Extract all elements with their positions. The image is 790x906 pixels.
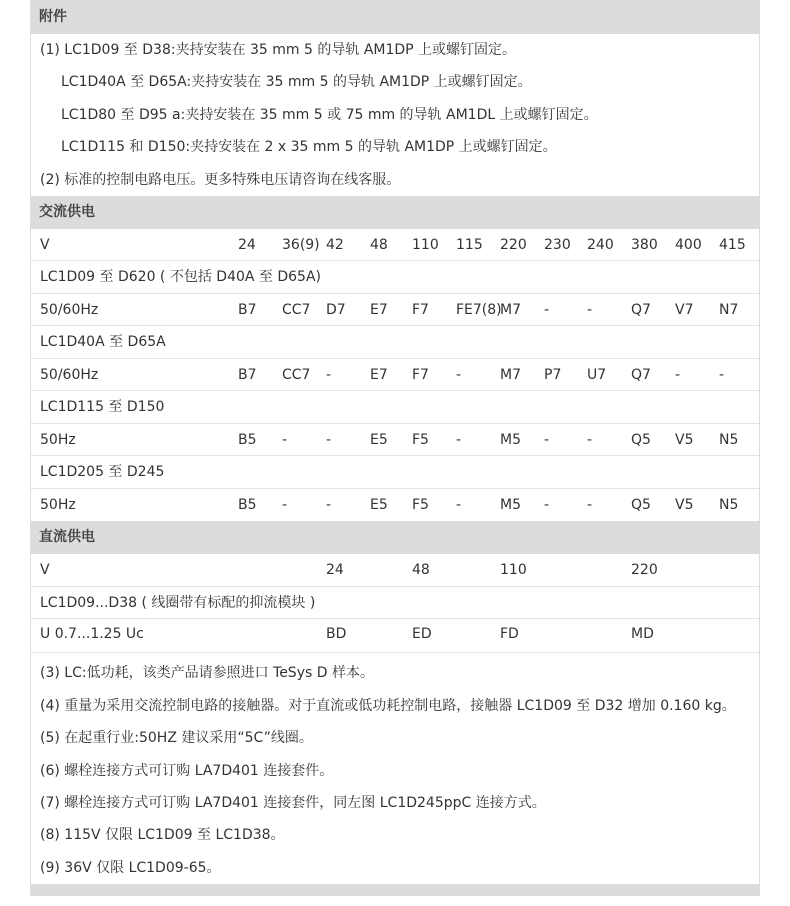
ac-code-row xyxy=(31,359,759,392)
ac-supply-table xyxy=(30,229,760,522)
table-cell: E7 xyxy=(370,301,388,318)
group-label: LC1D115 至 D150 xyxy=(40,399,165,416)
table-cell: CC7 xyxy=(282,301,311,318)
table-cell: FD xyxy=(500,626,519,643)
table-cell: - xyxy=(456,496,462,513)
table-cell: 400 xyxy=(675,236,702,253)
accessories-header: 附件 xyxy=(30,0,760,34)
table-cell: 230 xyxy=(544,236,571,253)
dc-supply-header: 直流供电 xyxy=(30,521,760,554)
table-cell: 380 xyxy=(631,236,658,253)
accessory-note: (2) 标准的控制电路电压。更多特殊电压请咨询在线客服。 xyxy=(40,171,401,188)
ac-group-label-row xyxy=(31,326,759,359)
table-cell: CC7 xyxy=(282,366,311,383)
ac-group-label-row xyxy=(31,391,759,424)
table-cell: - xyxy=(675,366,681,383)
table-cell: V5 xyxy=(675,496,694,513)
table-cell: 115 xyxy=(456,236,483,253)
table-cell: - xyxy=(282,496,288,513)
table-cell: MD xyxy=(631,626,654,643)
table-cell: - xyxy=(544,431,550,448)
ac-code-row xyxy=(31,294,759,327)
table-cell: 50Hz xyxy=(40,496,76,513)
table-cell: - xyxy=(456,431,462,448)
table-cell: F5 xyxy=(412,431,429,448)
table-cell: 50/60Hz xyxy=(40,366,99,383)
table-cell: 415 xyxy=(719,236,746,253)
table-cell: - xyxy=(456,366,462,383)
table-cell: 50Hz xyxy=(40,431,76,448)
footnotes xyxy=(30,653,760,896)
table-cell: M5 xyxy=(500,431,521,448)
table-cell: - xyxy=(587,301,593,318)
table-cell: V xyxy=(40,236,50,253)
table-cell: V5 xyxy=(675,431,694,448)
table-cell: N5 xyxy=(719,431,739,448)
table-cell: M7 xyxy=(500,366,521,383)
table-cell: 220 xyxy=(500,236,527,253)
footnote: (8) 115V 仅限 LC1D09 至 LC1D38。 xyxy=(40,827,285,844)
table-cell: U 0.7...1.25 Uc xyxy=(40,626,144,643)
accessory-note: LC1D115 和 D150:夹持安装在 2 x 35 mm 5 的导轨 AM1DP 上或螺钉固定。 xyxy=(61,139,557,156)
table-cell: E5 xyxy=(370,496,388,513)
ac-group-label-row xyxy=(31,456,759,489)
dc-group-label-row xyxy=(31,587,759,620)
table-cell: - xyxy=(326,431,332,448)
group-label: LC1D40A 至 D65A xyxy=(40,334,166,351)
table-cell: 50/60Hz xyxy=(40,301,99,318)
table-cell: E5 xyxy=(370,431,388,448)
group-label: LC1D09...D38 ( 线圈带有标配的抑流模块 ) xyxy=(40,594,316,611)
footnote: (5) 在起重行业:50HZ 建议采用“5C”线圈。 xyxy=(40,730,313,747)
table-cell: Q7 xyxy=(631,301,651,318)
table-cell: B7 xyxy=(238,366,257,383)
table-cell: 36(9) xyxy=(282,236,320,253)
table-cell: 48 xyxy=(370,236,388,253)
table-cell: U7 xyxy=(587,366,607,383)
table-cell: 42 xyxy=(326,236,344,253)
group-label: LC1D205 至 D245 xyxy=(40,464,165,481)
ac-code-row xyxy=(31,424,759,457)
table-cell: - xyxy=(544,301,550,318)
ac-code-row xyxy=(31,489,759,522)
table-cell: 24 xyxy=(238,236,256,253)
table-cell: 110 xyxy=(412,236,439,253)
table-cell: - xyxy=(282,431,288,448)
footnote: (3) LC:低功耗，该类产品请参照进口 TeSys D 样本。 xyxy=(40,665,374,682)
dc-supply-table xyxy=(30,554,760,653)
ac-voltage-row xyxy=(31,229,759,262)
spec-sheet xyxy=(30,0,760,896)
table-cell: M7 xyxy=(500,301,521,318)
ac-supply-header: 交流供电 xyxy=(30,196,760,229)
accessory-note: (1) LC1D09 至 D38:夹持安装在 35 mm 5 的导轨 AM1DP 上或螺钉固定。 xyxy=(40,42,517,58)
table-cell: V xyxy=(40,562,50,579)
table-cell: - xyxy=(544,496,550,513)
table-cell: 24 xyxy=(326,562,344,579)
table-cell: 240 xyxy=(587,236,614,253)
table-cell: F7 xyxy=(412,366,429,383)
table-cell: N7 xyxy=(719,301,739,318)
table-cell: B5 xyxy=(238,431,257,448)
table-cell: 48 xyxy=(412,562,430,579)
table-cell: Q5 xyxy=(631,496,651,513)
table-cell: F7 xyxy=(412,301,429,318)
dc-code-row xyxy=(31,619,759,653)
table-cell: Q7 xyxy=(631,366,651,383)
table-cell: - xyxy=(326,496,332,513)
table-cell: N5 xyxy=(719,496,739,513)
table-cell: 220 xyxy=(631,562,658,579)
table-cell: B5 xyxy=(238,496,257,513)
footnote: (7) 螺栓连接方式可订购 LA7D401 连接套件，同左图 LC1D245ppC 连接方式。 xyxy=(40,795,546,812)
table-cell: ED xyxy=(412,626,432,643)
table-cell: M5 xyxy=(500,496,521,513)
table-cell: 110 xyxy=(500,562,527,579)
accessory-note: LC1D40A 至 D65A:夹持安装在 35 mm 5 的导轨 AM1DP 上或螺钉固定。 xyxy=(61,74,532,91)
footnote: (4) 重量为采用交流控制电路的接触器。对于直流或低功耗控制电路，接触器 LC1D09 至 D32 增加 0.160 kg。 xyxy=(40,697,736,714)
table-cell: Q5 xyxy=(631,431,651,448)
ac-group-label-row xyxy=(31,261,759,294)
table-cell: D7 xyxy=(326,301,346,318)
table-cell: V7 xyxy=(675,301,694,318)
accessories-notes xyxy=(30,34,760,196)
table-cell: FE7(8) xyxy=(456,301,502,318)
footnote: (6) 螺栓连接方式可订购 LA7D401 连接套件。 xyxy=(40,762,334,779)
table-cell: - xyxy=(719,366,725,383)
table-cell: F5 xyxy=(412,496,429,513)
table-cell: - xyxy=(326,366,332,383)
table-cell: E7 xyxy=(370,366,388,383)
footnote: (9) 36V 仅限 LC1D09-65。 xyxy=(40,859,221,876)
table-cell: P7 xyxy=(544,366,562,383)
table-cell: - xyxy=(587,496,593,513)
accessory-note: LC1D80 至 D95 a:夹持安装在 35 mm 5 或 75 mm 的导轨 AM1DL 上或螺钉固定。 xyxy=(61,106,598,123)
table-cell: B7 xyxy=(238,301,257,318)
dc-voltage-row xyxy=(31,554,759,587)
table-cell: BD xyxy=(326,626,347,643)
group-label: LC1D09 至 D620 ( 不包括 D40A 至 D65A) xyxy=(40,269,321,286)
table-cell: - xyxy=(587,431,593,448)
